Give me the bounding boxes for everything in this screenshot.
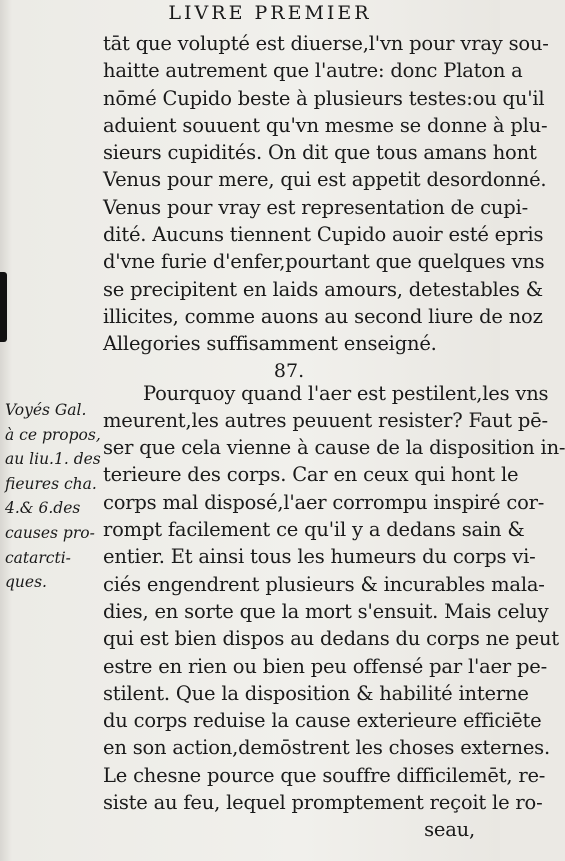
text-line: Pourquoy quand l'aer est pestilent,les vns [143, 381, 549, 405]
text-line: siste au feu, lequel promptement reçoit le ro- [103, 791, 543, 815]
section-number: 87. [273, 359, 305, 382]
text-line: en son action,demōstrent les choses externes. [103, 736, 550, 760]
paragraph-1 [103, 30, 549, 358]
text-line: sieurs cupidités. On dit que tous amans hont [103, 141, 537, 165]
text-line: corps mal disposé,l'aer corrompu inspiré cor- [103, 490, 545, 514]
text-line: terieure des corps. Car en ceux qui hont le [103, 463, 519, 487]
text-line: tāt que volupté est diuerse,l'vn pour vray sou- [103, 32, 549, 55]
text-line: meurent,les autres peuuent resister? Faut pē- [103, 408, 548, 432]
text-line: aduient souuent qu'vn mesme se donne à plu- [103, 113, 548, 137]
margin-note-line: à ce propos, [5, 425, 101, 444]
binding-shadow [0, 272, 7, 342]
text-line: ser que cela vienne à cause de la disposition in- [103, 436, 565, 460]
text-line: seau, [424, 818, 475, 842]
body-text [103, 30, 565, 844]
margin-note-line: 4.& 6.des [5, 499, 81, 518]
text-line: entier. Et ainsi tous les humeurs du corps vi- [103, 545, 536, 569]
text-line: nōmé Cupido beste à plusieurs testes:ou qu'il [103, 86, 545, 110]
text-line: ciés engendrent plusieurs & incurables mala- [103, 572, 545, 596]
text-line: qui est bien dispos au dedans du corps ne peut [103, 627, 559, 651]
text-line: Allegories suffisamment enseigné. [103, 332, 437, 356]
text-line: se precipitent en laids amours, detestables & [103, 277, 543, 301]
margin-note [5, 398, 101, 595]
margin-note-line: causes pro- [5, 523, 95, 542]
margin-note-line: catarcti- [5, 548, 71, 567]
text-line: dies, en sorte que la mort s'ensuit. Mais celuy [103, 599, 549, 623]
text-line: haitte autrement que l'autre: donc Platon a [103, 59, 523, 83]
margin-note-line: ques. [5, 573, 47, 592]
text-line: estre en rien ou bien peu offensé par l'aer pe- [103, 654, 548, 678]
text-line: dité. Aucuns tiennent Cupido auoir esté epris [103, 223, 544, 247]
running-head: LIVRE PREMIER [168, 2, 372, 24]
paragraph-2 [103, 380, 565, 844]
text-line: illicites, comme auons au second liure de noz [103, 304, 543, 328]
text-line: d'vne furie d'enfer,pourtant que quelques vns [103, 250, 545, 274]
text-line: stilent. Que la disposition & habilité interne [103, 681, 529, 705]
margin-note-line: Voyés Gal. [5, 401, 87, 419]
margin-note-line: au liu.1. des [5, 450, 101, 469]
text-line: du corps reduise la cause exterieure efficiēte [103, 709, 542, 733]
text-line: rompt facilement ce qu'il y a dedans sain & [103, 518, 525, 542]
margin-note-line: fieures cha. [5, 474, 97, 493]
text-line: Venus pour vray est representation de cupi- [103, 195, 528, 219]
text-line: Venus pour mere, qui est appetit desordonné. [103, 168, 547, 192]
text-line: Le chesne pource que souffre difficilemēt, re- [103, 763, 546, 787]
